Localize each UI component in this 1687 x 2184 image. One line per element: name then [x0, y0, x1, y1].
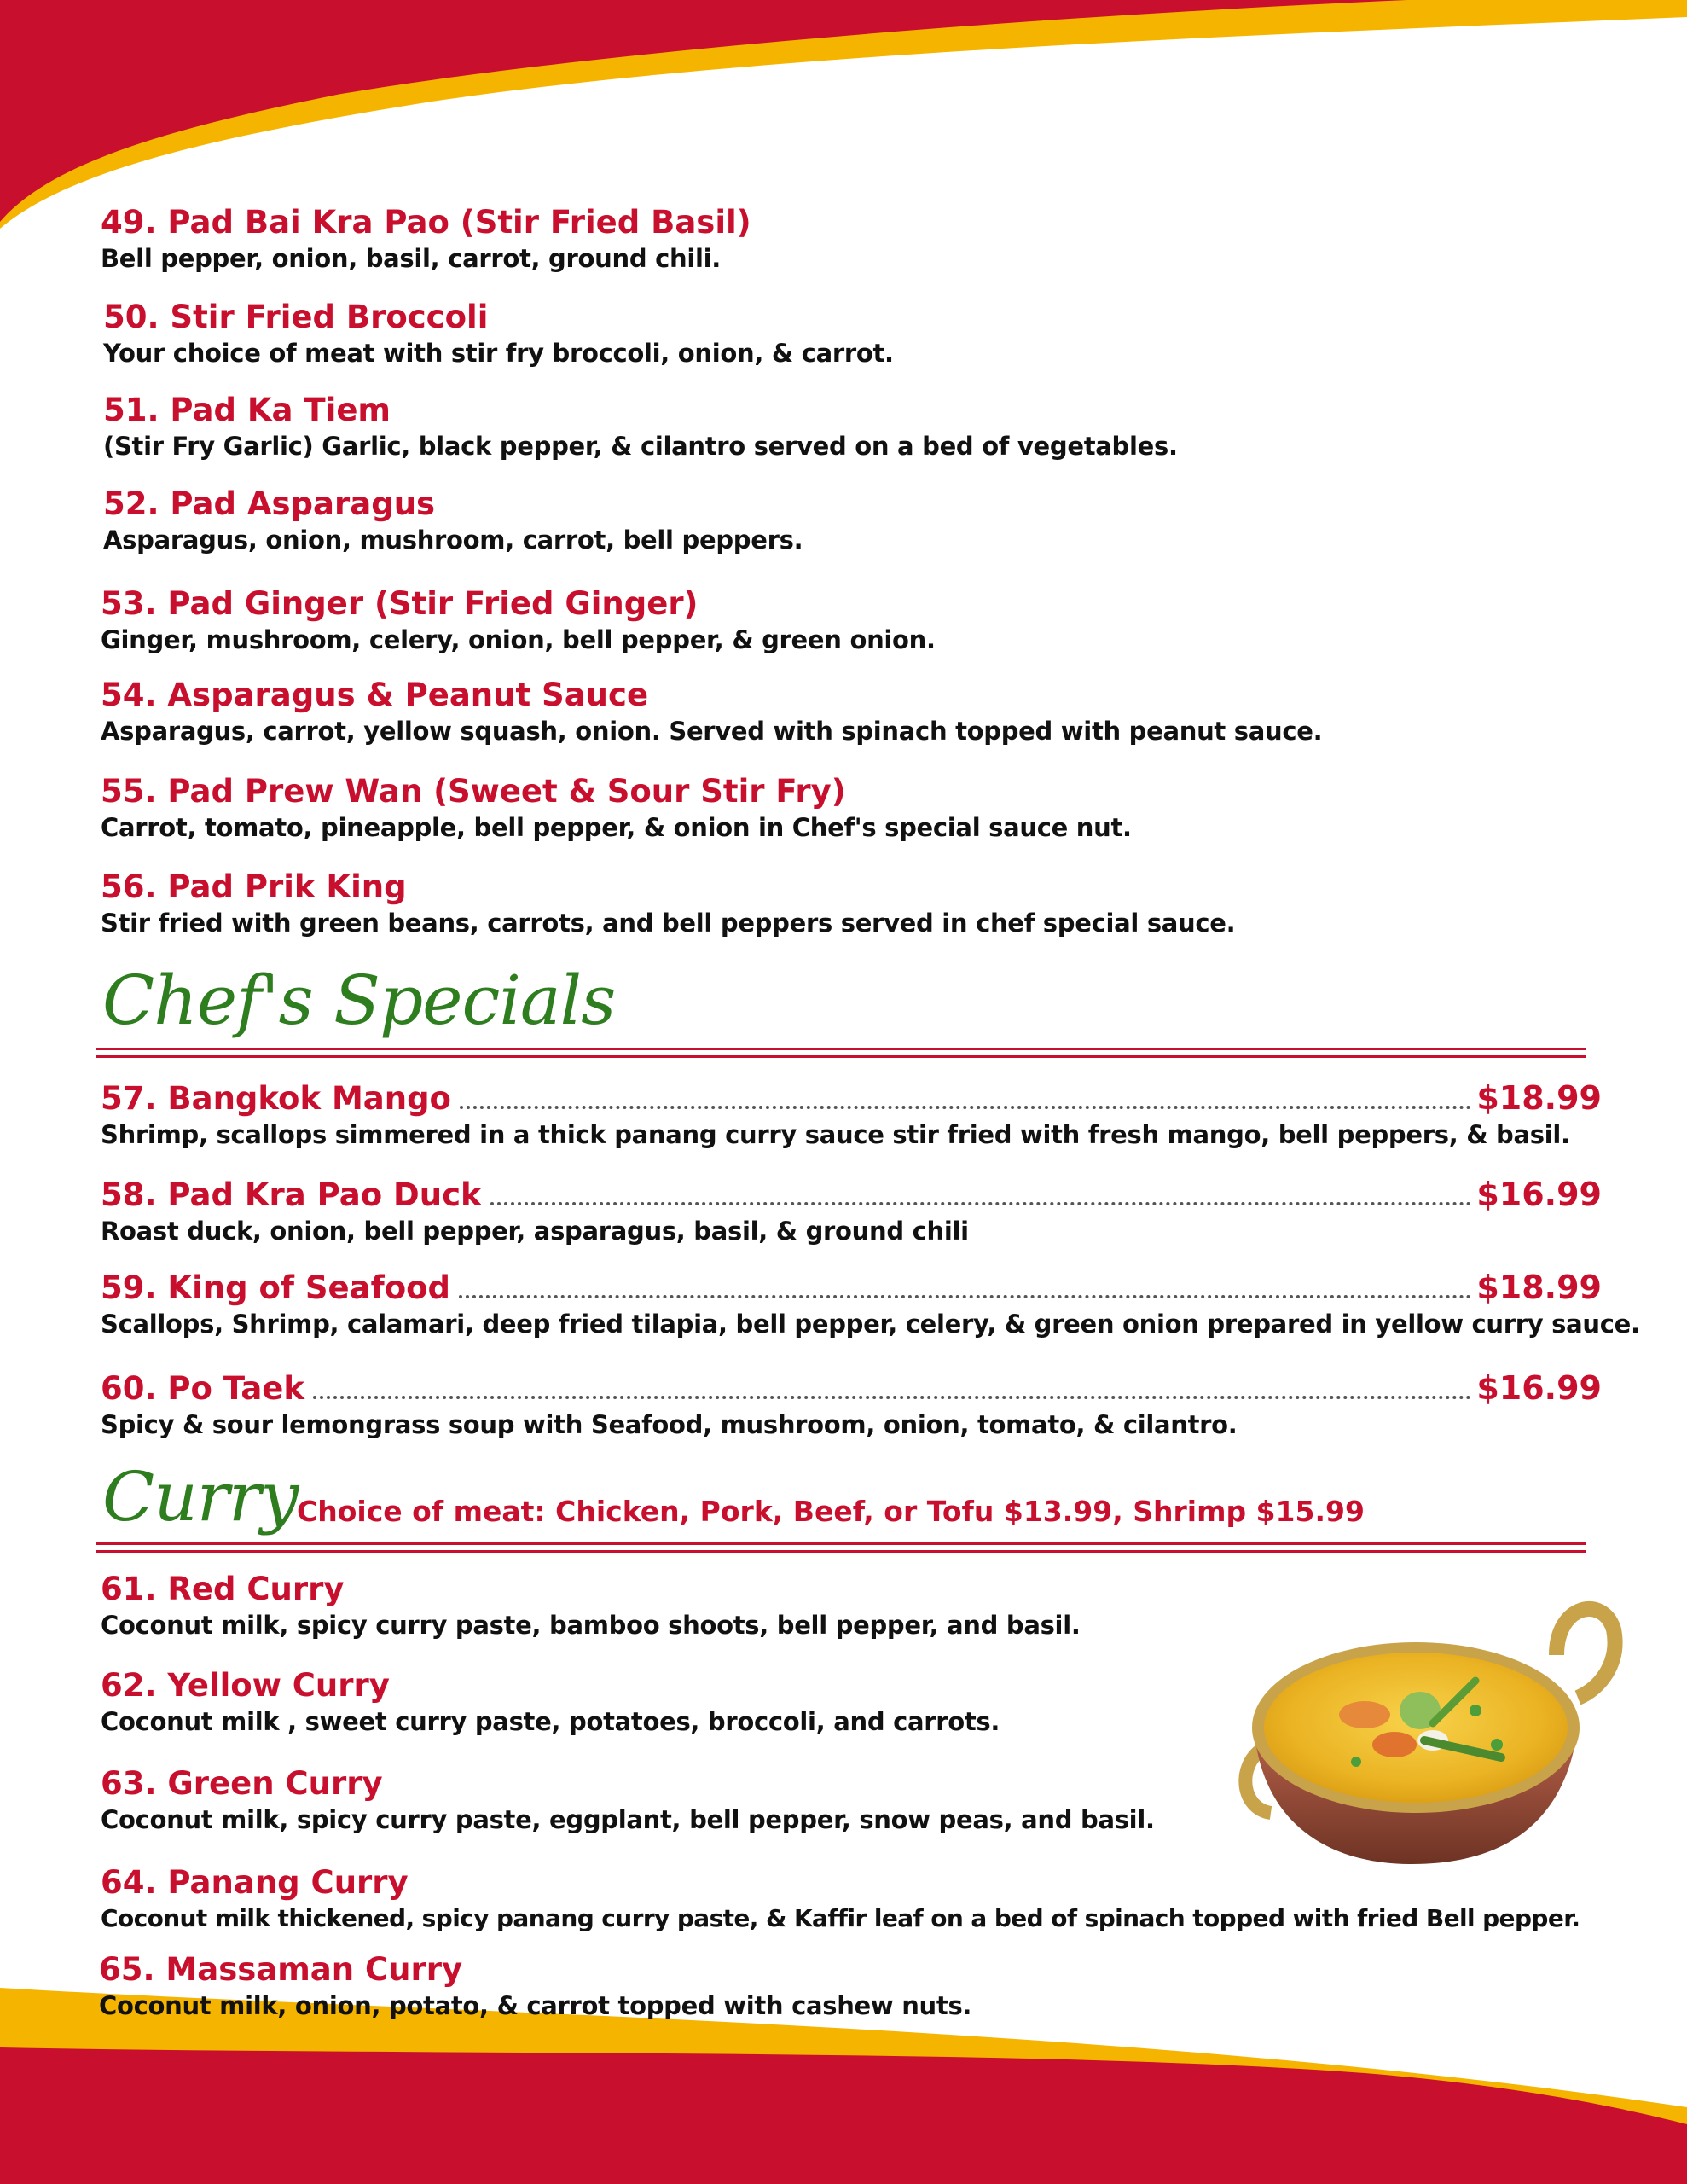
item-price: $16.99 — [1476, 1176, 1602, 1213]
item-title: 63. Green Curry — [101, 1765, 383, 1802]
item-price: $18.99 — [1476, 1269, 1602, 1306]
item-description: Scallops, Shrimp, calamari, deep fried tilapia, bell pepper, celery, & green onion prepared in yellow curry sauce. — [101, 1310, 1640, 1339]
item-title: 59. King of Seafood — [101, 1269, 451, 1306]
item-description: Shrimp, scallops simmered in a thick panang curry sauce stir fried with fresh mango, bell peppers, & basil. — [101, 1120, 1570, 1149]
menu-item — [99, 1950, 971, 2022]
item-description: Carrot, tomato, pineapple, bell pepper, & onion in Chef's special sauce nut. — [101, 813, 1132, 842]
menu-item — [103, 391, 1178, 462]
menu-item — [101, 868, 1235, 939]
menu-item — [101, 1368, 1602, 1441]
item-title: 58. Pad Kra Pao Duck — [101, 1176, 482, 1213]
curry-bowl-photo — [1220, 1570, 1629, 1877]
item-description: Spicy & sour lemongrass soup with Seafood, mushroom, onion, tomato, & cilantro. — [101, 1410, 1238, 1439]
curry-meat-choice-note: Choice of meat: Chicken, Pork, Beef, or Tofu $13.99, Shrimp $15.99 — [297, 1495, 1365, 1528]
menu-item — [101, 203, 751, 275]
menu-item — [101, 772, 1132, 844]
menu-item — [101, 1078, 1602, 1151]
dot-leader — [313, 1396, 1471, 1399]
item-description: Coconut milk, spicy curry paste, eggplant, bell pepper, snow peas, and basil. — [101, 1805, 1155, 1834]
item-title: 55. Pad Prew Wan (Sweet & Sour Stir Fry) — [101, 773, 846, 810]
section-title-chefs-specials: Chef's Specials — [102, 961, 616, 1040]
item-description: Your choice of meat with stir fry broccoli, onion, & carrot. — [103, 339, 894, 368]
item-title: 64. Panang Curry — [101, 1864, 409, 1901]
item-description: Coconut milk , sweet curry paste, potatoes, broccoli, and carrots. — [101, 1707, 1000, 1736]
item-description: Asparagus, onion, mushroom, carrot, bell peppers. — [103, 526, 803, 555]
item-price: $18.99 — [1476, 1079, 1602, 1117]
item-description: Coconut milk thickened, spicy panang curry paste, & Kaffir leaf on a bed of spinach topped with fried Bell pepper. — [101, 1904, 1580, 1932]
item-title: 60. Po Taek — [101, 1370, 304, 1407]
item-title: 51. Pad Ka Tiem — [103, 392, 391, 428]
item-title: 65. Massaman Curry — [99, 1951, 463, 1988]
item-title: 57. Bangkok Mango — [101, 1080, 451, 1117]
item-title: 50. Stir Fried Broccoli — [103, 299, 489, 335]
dot-leader — [459, 1295, 1471, 1298]
item-description: Ginger, mushroom, celery, onion, bell pepper, & green onion. — [101, 625, 936, 654]
item-title: 54. Asparagus & Peanut Sauce — [101, 677, 649, 713]
menu-item — [101, 676, 1322, 747]
menu-item — [103, 485, 803, 556]
section-title-curry: Curry — [102, 1457, 299, 1536]
menu-item — [101, 1666, 1000, 1738]
item-description: Bell pepper, onion, basil, carrot, ground chili. — [101, 244, 721, 273]
item-title: 61. Red Curry — [101, 1571, 345, 1607]
item-description: Roast duck, onion, bell pepper, asparagus, basil, & ground chili — [101, 1217, 969, 1246]
item-title: 52. Pad Asparagus — [103, 485, 436, 522]
item-description: Asparagus, carrot, yellow squash, onion. Served with spinach topped with peanut sauce. — [101, 717, 1323, 746]
menu-item — [101, 1268, 1640, 1340]
item-title: 56. Pad Prik King — [101, 868, 407, 905]
dot-leader — [460, 1106, 1471, 1109]
item-title: 49. Pad Bai Kra Pao (Stir Fried Basil) — [101, 204, 751, 241]
item-description: Stir fried with green beans, carrots, and bell peppers served in chef special sauce. — [101, 909, 1236, 938]
item-description: Coconut milk, onion, potato, & carrot topped with cashew nuts. — [99, 1991, 972, 2020]
menu-item — [101, 1570, 1081, 1641]
section-divider — [96, 1048, 1586, 1058]
menu-item — [101, 1764, 1155, 1836]
item-description: Coconut milk, spicy curry paste, bamboo shoots, bell pepper, and basil. — [101, 1611, 1081, 1640]
menu-item — [103, 298, 894, 369]
item-description: (Stir Fry Garlic) Garlic, black pepper, & cilantro served on a bed of vegetables. — [103, 432, 1178, 461]
item-title: 53. Pad Ginger (Stir Fried Ginger) — [101, 585, 699, 622]
dot-leader — [490, 1202, 1472, 1205]
item-title: 62. Yellow Curry — [101, 1667, 390, 1704]
menu-item — [101, 584, 936, 656]
menu-item — [101, 1175, 1602, 1247]
item-price: $16.99 — [1476, 1369, 1602, 1407]
section-divider — [96, 1542, 1586, 1553]
